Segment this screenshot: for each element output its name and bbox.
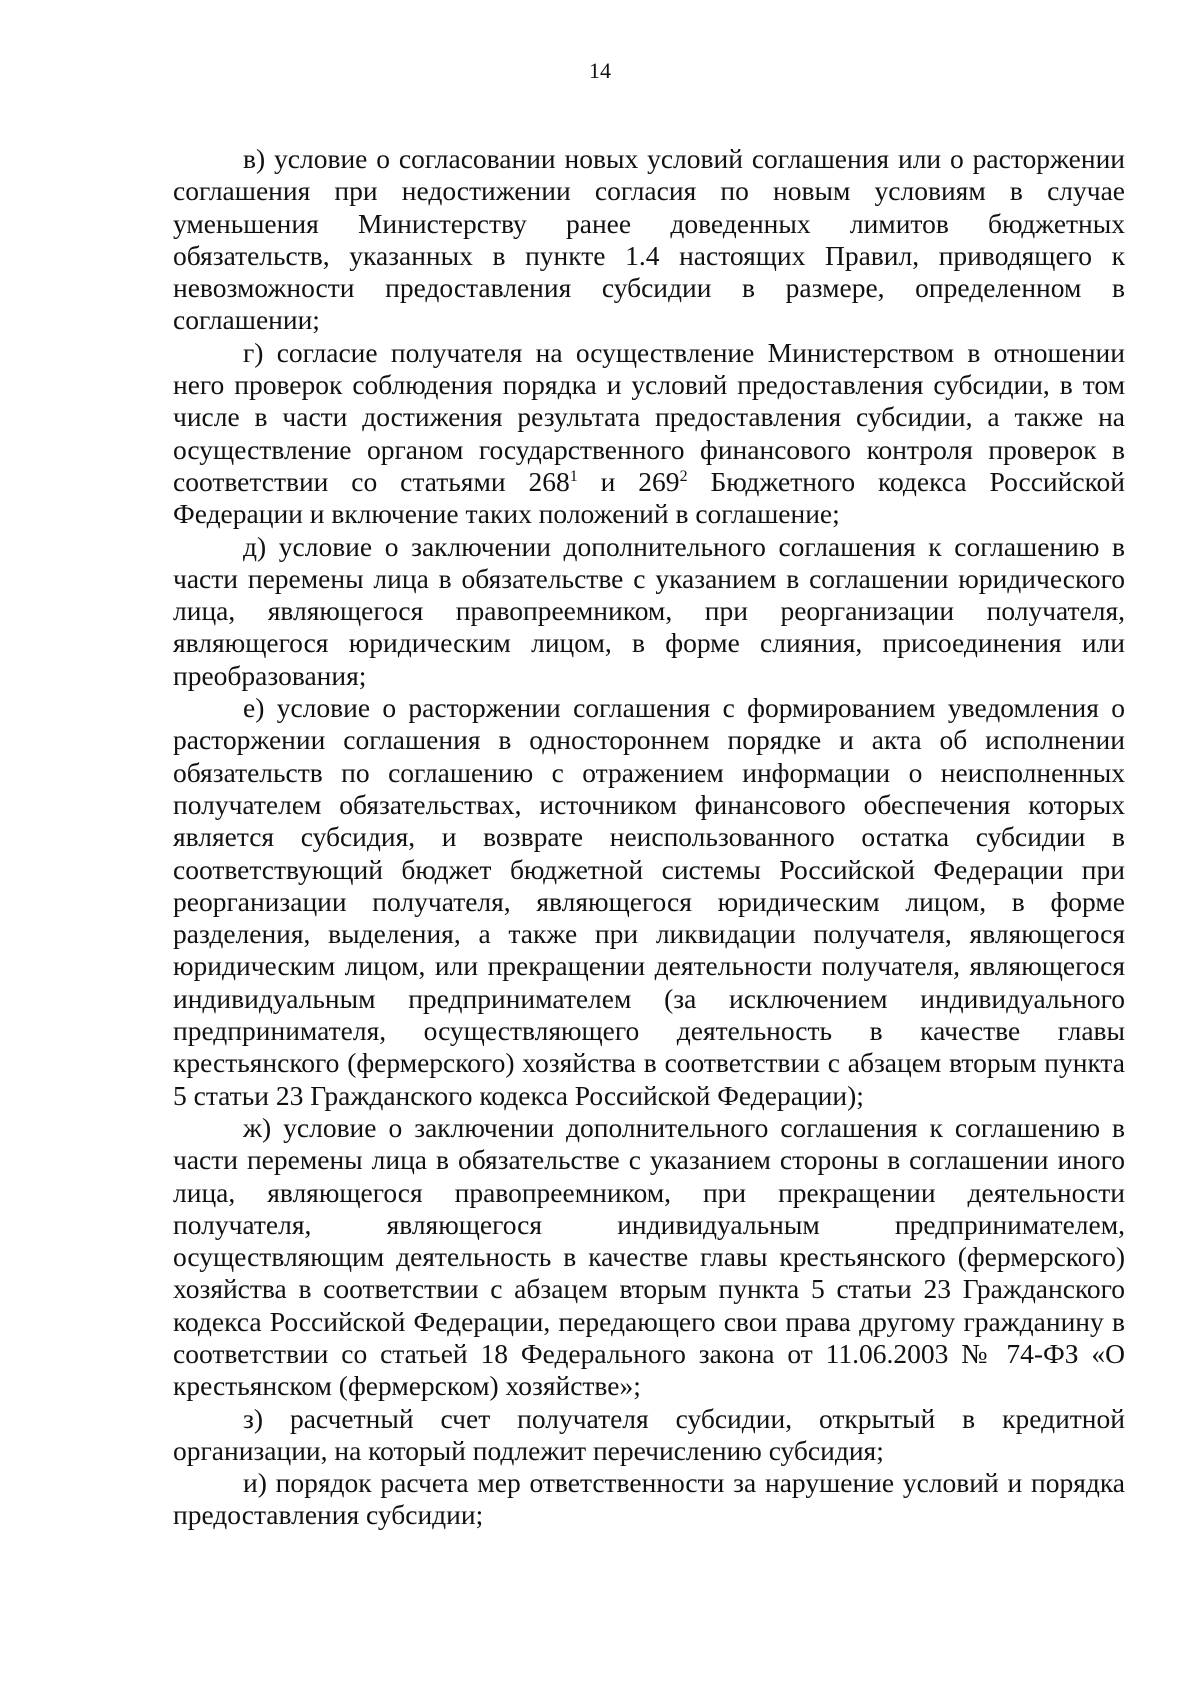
- paragraph-g-text-3: Бюджетного кодекса Российской Федерации и включение таких положений в соглашение;: [173, 465, 1125, 530]
- paragraph-g-text-2: и 269: [577, 465, 680, 497]
- article-268-superscript: 1: [569, 467, 578, 485]
- paragraph-zh: ж) условие о заключении дополнительного соглашения к соглашению в части перемены лица в обязательстве с указанием стороны в соглашении иного лица, являющегося правопреемником, при прекращении деятельности получателя, являющегося индивидуальным предпринимателем, осуществляющим деятельность в качестве главы крестьянского (фермерского) хозяйства в соответствии с абзацем вторым пункта 5 статьи 23 Гражданского кодекса Российской Федерации, передающего свои права другому гражданину в соответствии со статьей 18 Федерального закона от 11.06.2003 № 74-ФЗ «О крестьянском (фермерском) хозяйстве»;: [173, 1111, 1125, 1402]
- paragraph-d: д) условие о заключении дополнительного соглашения к соглашению в части перемены лица в обязательстве с указанием в соглашении юридического лица, являющегося правопреемником, при реорганизации получателя, являющегося юридическим лицом, в форме слияния, присоединения или преобразования;: [173, 530, 1125, 691]
- paragraph-e: е) условие о расторжении соглашения с формированием уведомления о расторжении соглашения в одностороннем порядке и акта об исполнении обязательств по соглашению с отражением информации о неисполненных получателем обязательствах, источником финансового обеспечения которых является субсидия, и возврате неиспользованного остатка субсидии в соответствующий бюджет бюджетной системы Российской Федерации при реорганизации получателя, являющегося юридическим лицом, в форме разделения, выделения, а также при ликвидации получателя, являющегося юридическим лицом, или прекращении деятельности получателя, являющегося индивидуальным предпринимателем (за исключением индивидуального предпринимателя, осуществляющего деятельность в качестве главы крестьянского (фермерского) хозяйства в соответствии с абзацем вторым пункта 5 статьи 23 Гражданского кодекса Российской Федерации);: [173, 692, 1125, 1111]
- paragraph-z: з) расчетный счет получателя субсидии, открытый в кредитной организации, на который подлежит перечислению субсидия;: [173, 1402, 1125, 1466]
- paragraph-g: [173, 337, 1125, 531]
- paragraph-v: в) условие о согласовании новых условий соглашения или о расторжении соглашения при недостижении согласия по новым условиям в случае уменьшения Министерству ранее доведенных лимитов бюджетных обязательств, указанных в пункте 1.4 настоящих Правил, приводящего к невозможности предоставления субсидии в размере, определенном в соглашении;: [173, 143, 1125, 336]
- page-number: 14: [589, 58, 611, 83]
- document-body: [173, 143, 1125, 1532]
- paragraph-g-text-1: г) согласие получателя на осуществление Министерством в отношении него проверок соблюдения порядка и условий предоставления субсидии, в том числе в части достижения результата предоставления субсидии, а также на осуществление органом государственного финансового контроля проверок в соответствии со статьями 268: [173, 336, 1125, 497]
- article-269-superscript: 2: [679, 467, 688, 485]
- paragraph-i: и) порядок расчета мер ответственности за нарушение условий и порядка предоставления субсидии;: [173, 1467, 1125, 1531]
